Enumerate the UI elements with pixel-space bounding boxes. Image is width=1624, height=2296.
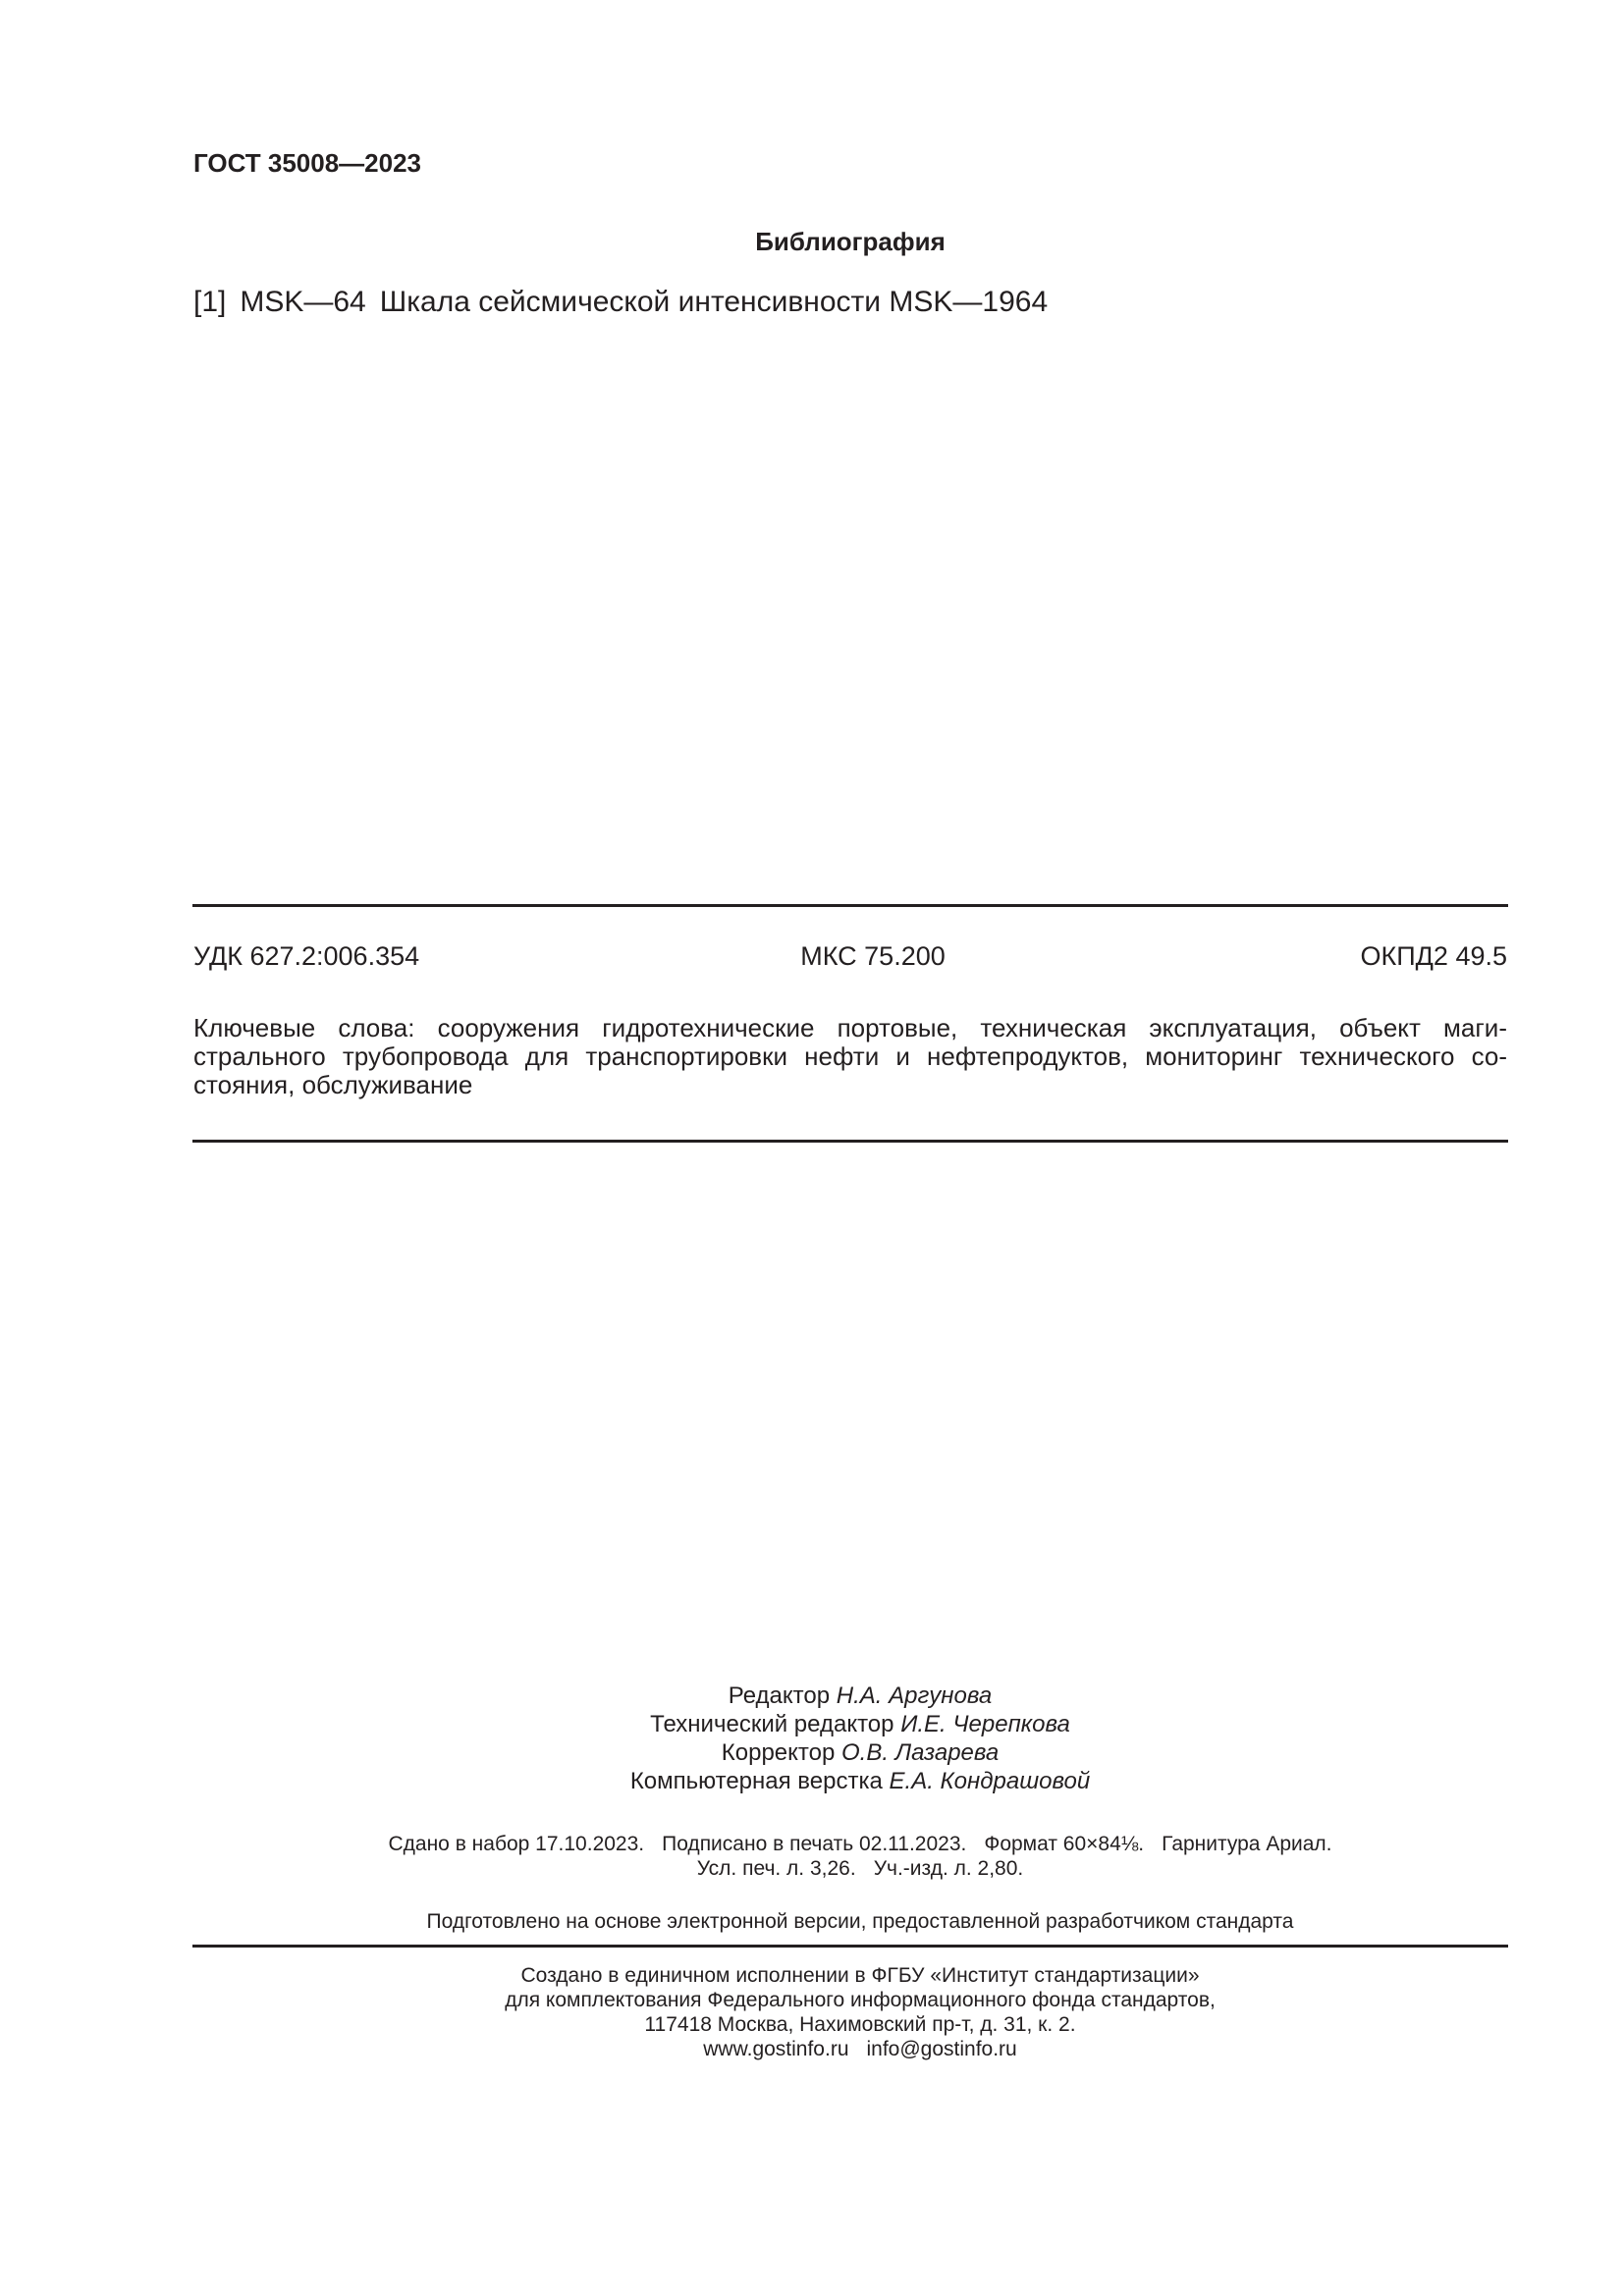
publisher-line: Создано в единичном исполнении в ФГБУ «Институт стандартизации»: [520, 1964, 1200, 1987]
credit-name: О.В. Лазарева: [841, 1739, 1000, 1766]
imprint-publisher-sheets: Уч.-изд. л. 2,80.: [873, 1857, 1024, 1880]
imprint-submitted: Сдано в набор 17.10.2023.: [388, 1833, 645, 1855]
udk-code: УДК 627.2:006.354: [193, 941, 420, 971]
publisher-contacts: [0, 2037, 1624, 2061]
credit-proofreader: [0, 1738, 1624, 1767]
keywords-line: стояния, обслуживание: [193, 1070, 473, 1099]
entry-number: [1]: [193, 286, 227, 318]
standard-code-header: ГОСТ 35008—2023: [193, 148, 421, 178]
website-link[interactable]: www.gostinfo.ru: [703, 2038, 849, 2060]
entry-title: Шкала сейсмической интенсивности MSK—1964: [379, 286, 1049, 318]
bibliography-entry: [193, 285, 1048, 320]
divider-bottom: [192, 1945, 1508, 1948]
imprint-format: Формат 60×84⅛.: [984, 1833, 1145, 1855]
publisher-line: для комплектования Федерального информационного фонда стандартов,: [505, 1989, 1216, 2011]
credit-role: Технический редактор: [650, 1711, 894, 1737]
credit-role: Редактор: [728, 1682, 831, 1709]
credit-editor: [0, 1682, 1624, 1710]
mks-code: МКС 75.200: [800, 941, 946, 971]
credit-name: Н.А. Аргунова: [836, 1682, 993, 1709]
publisher-block: [0, 1963, 1624, 2061]
imprint-line-1: [0, 1832, 1624, 1856]
imprint-line-2: [0, 1856, 1624, 1881]
credit-name: Е.А. Кондрашовой: [889, 1768, 1091, 1794]
imprint-typeface: Гарнитура Ариал.: [1162, 1833, 1332, 1855]
bibliography-title: Библиография: [755, 227, 946, 256]
classification-row: [193, 940, 1507, 972]
credit-role: Компьютерная верстка: [629, 1768, 883, 1794]
keywords-block: [193, 1014, 1507, 1099]
credit-technical-editor: [0, 1710, 1624, 1738]
keywords-line: стрального трубопровода для транспортировки нефти и нефтепродуктов, мониторинг технического со-: [193, 1041, 1507, 1071]
credit-role: Корректор: [721, 1739, 836, 1766]
credit-name: И.Е. Черепкова: [900, 1711, 1070, 1737]
credit-layout: [0, 1767, 1624, 1795]
email-link[interactable]: info@gostinfo.ru: [866, 2038, 1017, 2060]
publisher-line: 117418 Москва, Нахимовский пр-т, д. 31, к. 2.: [644, 2013, 1076, 2036]
prepared-note: Подготовлено на основе электронной версии, предоставленной разработчиком стандарта: [426, 1910, 1294, 1933]
imprint-block: [0, 1832, 1624, 1881]
imprint-print-sheets: Усл. печ. л. 3,26.: [696, 1857, 856, 1880]
divider-top: [192, 904, 1508, 907]
entry-code: MSK—64: [240, 286, 366, 318]
okpd2-code: ОКПД2 49.5: [1360, 941, 1507, 971]
divider-middle: [192, 1140, 1508, 1143]
keywords-line: Ключевые слова: сооружения гидротехнические портовые, техническая эксплуатация, объект маги-: [193, 1013, 1507, 1042]
imprint-signed: Подписано в печать 02.11.2023.: [662, 1833, 967, 1855]
credits-block: [0, 1682, 1624, 1795]
